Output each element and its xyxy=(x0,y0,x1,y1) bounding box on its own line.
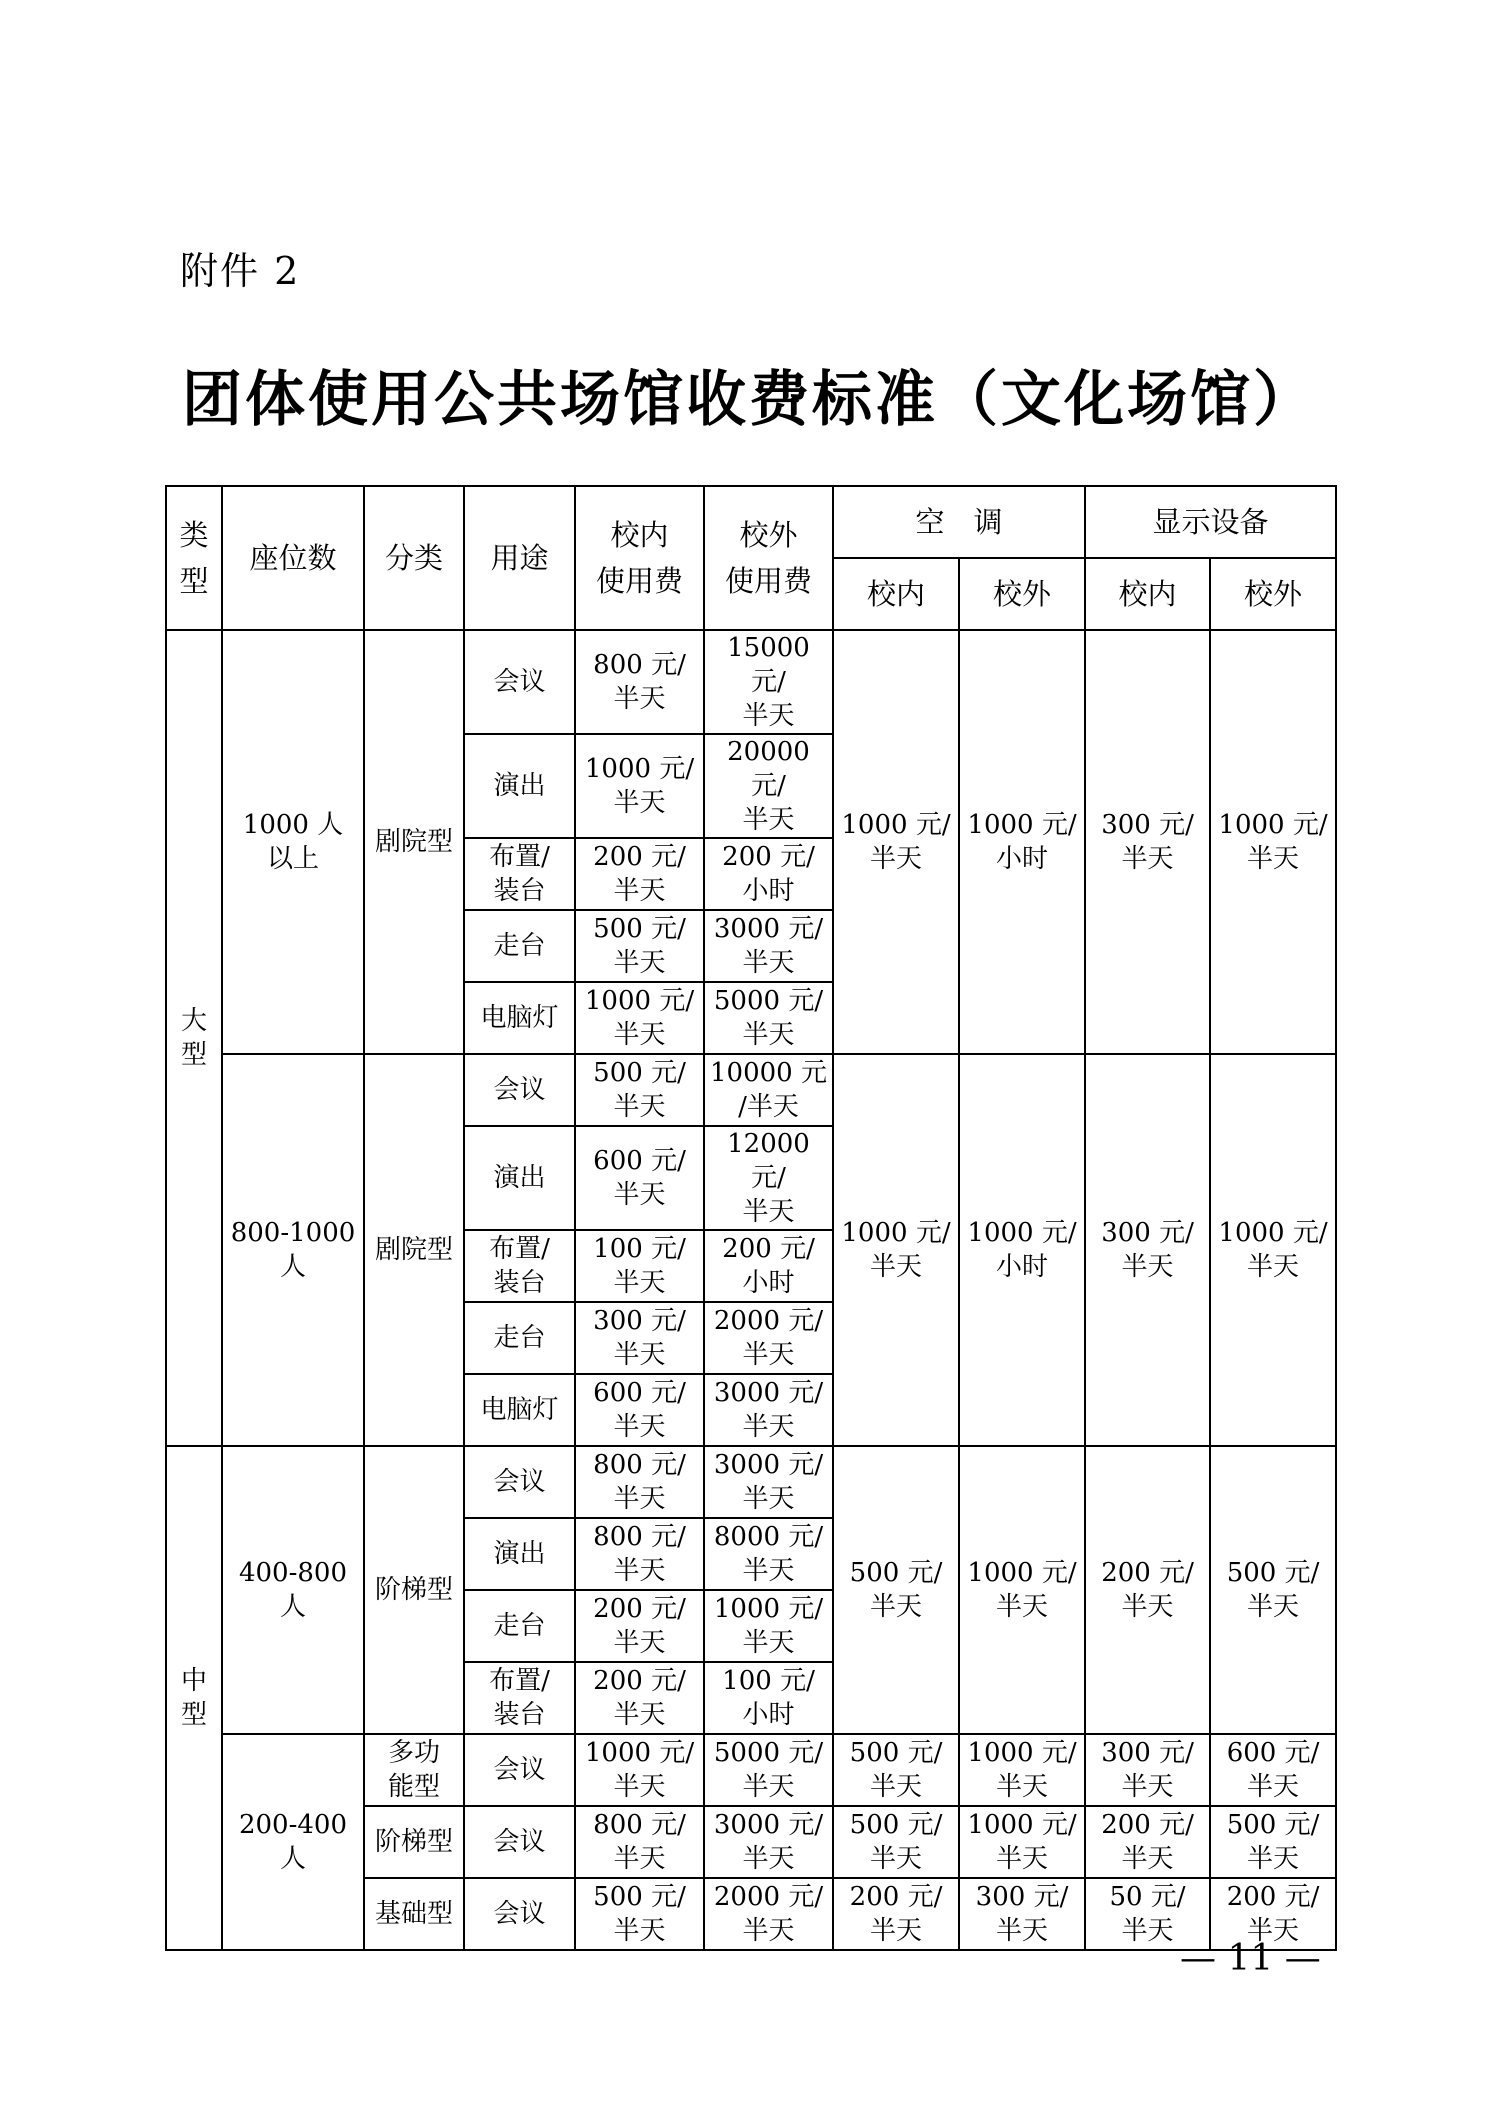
header-air-conditioning: 空 调 xyxy=(833,486,1085,558)
out-fee-cell: 8000 元/ 半天 xyxy=(704,1518,833,1590)
page-number: — 11 — xyxy=(1180,1938,1321,1979)
ac-in-cell: 1000 元/ 半天 xyxy=(833,630,959,1054)
in-fee-cell: 800 元/ 半天 xyxy=(575,1806,704,1878)
category-cell: 剧院型 xyxy=(364,630,464,1054)
in-fee-cell: 1000 元/ 半天 xyxy=(575,734,704,838)
attachment-label: 附件 2 xyxy=(180,249,301,293)
usage-cell: 会议 xyxy=(464,630,575,734)
usage-cell: 布置/ 装台 xyxy=(464,1230,575,1302)
display-out-cell: 500 元/ 半天 xyxy=(1210,1446,1336,1734)
out-fee-cell: 5000 元/ 半天 xyxy=(704,1734,833,1806)
table-row xyxy=(166,630,1336,734)
header-ac-out: 校外 xyxy=(959,558,1085,630)
display-in-cell: 300 元/ 半天 xyxy=(1085,1734,1210,1806)
ac-out-cell: 1000 元/ 半天 xyxy=(959,1806,1085,1878)
in-fee-cell: 500 元/ 半天 xyxy=(575,1054,704,1126)
out-fee-cell: 15000 元/ 半天 xyxy=(704,630,833,734)
table-row xyxy=(166,1446,1336,1518)
out-fee-cell: 3000 元/ 半天 xyxy=(704,1446,833,1518)
header-display-equipment: 显示设备 xyxy=(1085,486,1336,558)
ac-out-cell: 1000 元/ 小时 xyxy=(959,630,1085,1054)
seats-cell: 200-400 人 xyxy=(222,1734,364,1950)
usage-cell: 会议 xyxy=(464,1054,575,1126)
usage-cell: 走台 xyxy=(464,1302,575,1374)
category-cell: 剧院型 xyxy=(364,1054,464,1446)
type-cell xyxy=(166,1446,222,1950)
usage-cell: 电脑灯 xyxy=(464,1374,575,1446)
header-display-in: 校内 xyxy=(1085,558,1210,630)
category-cell: 多功 能型 xyxy=(364,1734,464,1806)
in-fee-cell: 800 元/ 半天 xyxy=(575,1518,704,1590)
header-type: 类型 xyxy=(166,486,222,630)
in-fee-cell: 300 元/ 半天 xyxy=(575,1302,704,1374)
out-fee-cell: 2000 元/ 半天 xyxy=(704,1302,833,1374)
in-fee-cell: 500 元/ 半天 xyxy=(575,1878,704,1950)
type-cell-text: 大型 xyxy=(181,1006,208,1070)
display-out-cell: 200 元/ 半天 xyxy=(1210,1878,1336,1950)
display-out-cell: 500 元/ 半天 xyxy=(1210,1806,1336,1878)
usage-cell: 演出 xyxy=(464,734,575,838)
header-category: 分类 xyxy=(364,486,464,630)
type-cell-text: 中型 xyxy=(181,1666,208,1730)
ac-in-cell: 500 元/ 半天 xyxy=(833,1806,959,1878)
ac-out-cell: 1000 元/ 半天 xyxy=(959,1446,1085,1734)
ac-out-cell: 300 元/ 半天 xyxy=(959,1878,1085,1950)
header-seats: 座位数 xyxy=(222,486,364,630)
display-in-cell: 200 元/ 半天 xyxy=(1085,1806,1210,1878)
ac-out-cell: 1000 元/ 小时 xyxy=(959,1054,1085,1446)
usage-cell: 走台 xyxy=(464,910,575,982)
display-out-cell: 600 元/ 半天 xyxy=(1210,1734,1336,1806)
table-row xyxy=(166,1734,1336,1806)
header-ac-in: 校内 xyxy=(833,558,959,630)
usage-cell: 布置/ 装台 xyxy=(464,1662,575,1734)
header-display-out: 校外 xyxy=(1210,558,1336,630)
seats-cell: 1000 人 以上 xyxy=(222,630,364,1054)
display-in-cell: 300 元/ 半天 xyxy=(1085,630,1210,1054)
out-fee-cell: 20000 元/ 半天 xyxy=(704,734,833,838)
out-fee-cell: 100 元/ 小时 xyxy=(704,1662,833,1734)
page-title: 团体使用公共场馆收费标准（文化场馆） xyxy=(182,365,1316,435)
display-in-cell: 50 元/ 半天 xyxy=(1085,1878,1210,1950)
header-out-fee: 校外 使用费 xyxy=(704,486,833,630)
usage-cell: 会议 xyxy=(464,1446,575,1518)
usage-cell: 布置/ 装台 xyxy=(464,838,575,910)
in-fee-cell: 100 元/ 半天 xyxy=(575,1230,704,1302)
in-fee-cell: 1000 元/ 半天 xyxy=(575,982,704,1054)
category-cell: 阶梯型 xyxy=(364,1806,464,1878)
usage-cell: 会议 xyxy=(464,1806,575,1878)
header-usage: 用途 xyxy=(464,486,575,630)
in-fee-cell: 600 元/ 半天 xyxy=(575,1374,704,1446)
usage-cell: 演出 xyxy=(464,1518,575,1590)
in-fee-cell: 200 元/ 半天 xyxy=(575,1590,704,1662)
out-fee-cell: 200 元/ 小时 xyxy=(704,1230,833,1302)
in-fee-cell: 800 元/ 半天 xyxy=(575,1446,704,1518)
display-in-cell: 200 元/ 半天 xyxy=(1085,1446,1210,1734)
in-fee-cell: 1000 元/ 半天 xyxy=(575,1734,704,1806)
out-fee-cell: 1000 元/ 半天 xyxy=(704,1590,833,1662)
in-fee-cell: 800 元/ 半天 xyxy=(575,630,704,734)
fee-table xyxy=(165,485,1337,1951)
usage-cell: 会议 xyxy=(464,1878,575,1950)
display-in-cell: 300 元/ 半天 xyxy=(1085,1054,1210,1446)
category-cell: 基础型 xyxy=(364,1878,464,1950)
type-cell xyxy=(166,630,222,1446)
out-fee-cell: 3000 元/ 半天 xyxy=(704,1806,833,1878)
out-fee-cell: 2000 元/ 半天 xyxy=(704,1878,833,1950)
out-fee-cell: 12000 元/ 半天 xyxy=(704,1126,833,1230)
table-row xyxy=(166,1054,1336,1126)
display-out-cell: 1000 元/ 半天 xyxy=(1210,630,1336,1054)
out-fee-cell: 10000 元 /半天 xyxy=(704,1054,833,1126)
ac-in-cell: 1000 元/ 半天 xyxy=(833,1054,959,1446)
out-fee-cell: 3000 元/ 半天 xyxy=(704,1374,833,1446)
display-out-cell: 1000 元/ 半天 xyxy=(1210,1054,1336,1446)
out-fee-cell: 200 元/ 小时 xyxy=(704,838,833,910)
in-fee-cell: 200 元/ 半天 xyxy=(575,838,704,910)
ac-in-cell: 500 元/ 半天 xyxy=(833,1446,959,1734)
out-fee-cell: 5000 元/ 半天 xyxy=(704,982,833,1054)
seats-cell: 800-1000 人 xyxy=(222,1054,364,1446)
in-fee-cell: 500 元/ 半天 xyxy=(575,910,704,982)
in-fee-cell: 200 元/ 半天 xyxy=(575,1662,704,1734)
in-fee-cell: 600 元/ 半天 xyxy=(575,1126,704,1230)
usage-cell: 走台 xyxy=(464,1590,575,1662)
ac-out-cell: 1000 元/ 半天 xyxy=(959,1734,1085,1806)
header-in-fee: 校内 使用费 xyxy=(575,486,704,630)
usage-cell: 电脑灯 xyxy=(464,982,575,1054)
usage-cell: 会议 xyxy=(464,1734,575,1806)
seats-cell: 400-800 人 xyxy=(222,1446,364,1734)
usage-cell: 演出 xyxy=(464,1126,575,1230)
ac-in-cell: 500 元/ 半天 xyxy=(833,1734,959,1806)
out-fee-cell: 3000 元/ 半天 xyxy=(704,910,833,982)
ac-in-cell: 200 元/ 半天 xyxy=(833,1878,959,1950)
category-cell: 阶梯型 xyxy=(364,1446,464,1734)
